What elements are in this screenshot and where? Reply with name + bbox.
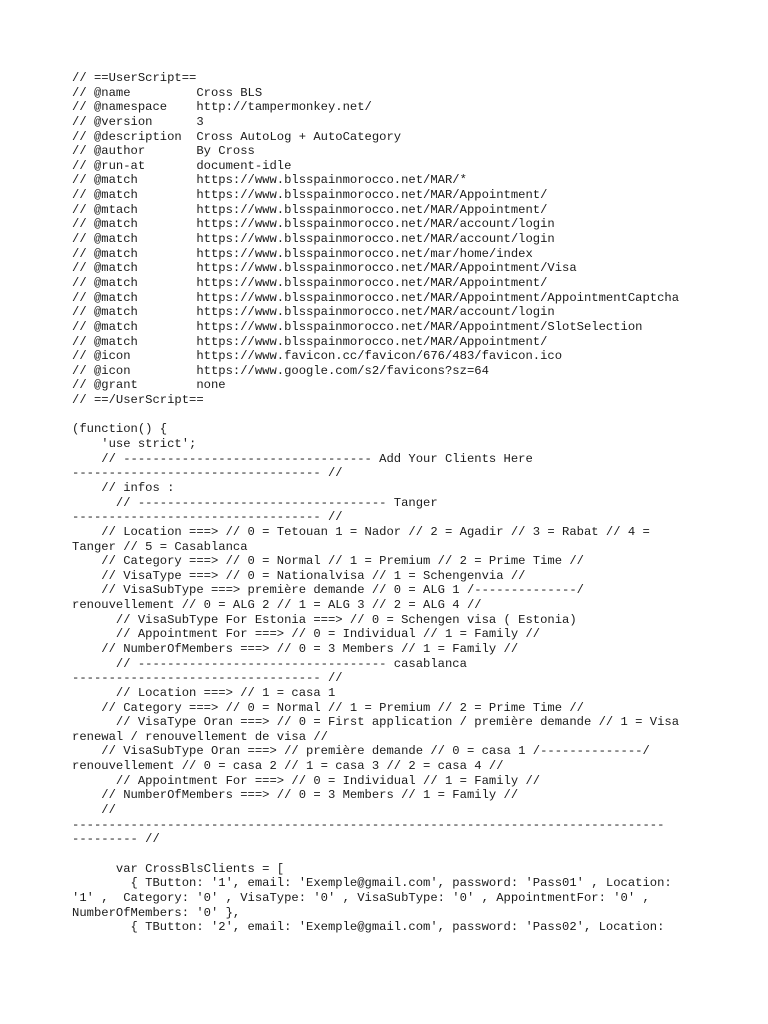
code-line: // @mtach https://www.blsspainmorocco.net/MAR/Appointment/ (72, 202, 548, 217)
code-line: // @match https://www.blsspainmorocco.net/MAR/Appointment/ (72, 188, 548, 203)
code-line: // Location ===> // 0 = Tetouan 1 = Nador // 2 = Agadir // 3 = Rabat // 4 = (72, 524, 650, 539)
code-line: ---------------------------------- // (72, 510, 343, 525)
code-line: // @match https://www.blsspainmorocco.net/MAR/Appointment/SlotSelection (72, 319, 643, 334)
code-line: // @match https://www.blsspainmorocco.net/MAR/account/login (72, 305, 555, 320)
code-line: ---------------------------------- // (72, 671, 343, 686)
code-line: --------------------------------------------------------------------------------- (72, 817, 665, 832)
code-line: // ---------------------------------- Tanger (72, 495, 438, 510)
code-line: // Category ===> // 0 = Normal // 1 = Premium // 2 = Prime Time // (72, 554, 584, 569)
code-line: // @icon https://www.favicon.cc/favicon/676/483/favicon.ico (72, 349, 563, 364)
code-line: renouvellement // 0 = casa 2 // 1 = casa 3 // 2 = casa 4 // (72, 759, 504, 774)
code-line: { TButton: '2', email: 'Exemple@gmail.com', password: 'Pass02', Location: (72, 920, 665, 935)
code-line: renouvellement // 0 = ALG 2 // 1 = ALG 3 // 2 = ALG 4 // (72, 598, 482, 613)
code-line: '1' , Category: '0' , VisaType: '0' , VisaSubType: '0' , AppointmentFor: '0' , (72, 890, 650, 905)
code-line: Tanger // 5 = Casablanca (72, 539, 248, 554)
code-line: // @match https://www.blsspainmorocco.net/MAR/Appointment/Visa (72, 261, 577, 276)
code-line: // @match https://www.blsspainmorocco.net/MAR/Appointment/ (72, 275, 548, 290)
code-line: 'use strict'; (72, 437, 197, 452)
code-line: // Category ===> // 0 = Normal // 1 = Premium // 2 = Prime Time // (72, 700, 584, 715)
code-line: var CrossBlsClients = [ (72, 861, 285, 876)
code-line: // @author By Cross (72, 144, 255, 159)
code-line: // ==/UserScript== (72, 393, 204, 408)
code-line: // @run-at document-idle (72, 158, 292, 173)
code-line: // ==UserScript== (72, 71, 197, 85)
blank-line (72, 847, 712, 862)
code-line: // Location ===> // 1 = casa 1 (72, 685, 336, 700)
code-line: --------- // (72, 832, 160, 847)
code-line: NumberOfMembers: '0' }, (72, 905, 241, 920)
code-line: // Appointment For ===> // 0 = Individual // 1 = Family // (72, 773, 541, 788)
code-line: // @grant none (72, 378, 226, 393)
code-line: // @name Cross BLS (72, 85, 263, 100)
code-line: // VisaType Oran ===> // 0 = First application / première demande // 1 = Visa (72, 715, 680, 730)
code-line: // @version 3 (72, 114, 204, 129)
code-line: // infos : (72, 480, 175, 495)
code-line: // VisaSubType ===> première demande // 0 = ALG 1 /--------------/ (72, 583, 584, 598)
code-line: ---------------------------------- // (72, 466, 343, 481)
code-line: // @match https://www.blsspainmorocco.net/MAR/account/login (72, 232, 555, 247)
code-line: (function() { (72, 422, 168, 437)
document-page (72, 71, 712, 935)
code-line: // @namespace http://tampermonkey.net/ (72, 100, 372, 115)
code-line: // ---------------------------------- Add Your Clients Here (72, 451, 533, 466)
code-line: // NumberOfMembers ===> // 0 = 3 Members // 1 = Family // (72, 788, 519, 803)
code-line: // ---------------------------------- casablanca (72, 656, 467, 671)
code-line: // @match https://www.blsspainmorocco.net/MAR/* (72, 173, 467, 188)
code-line: renewal / renouvellement de visa // (72, 729, 328, 744)
code-line: // @icon https://www.google.com/s2/favicons?sz=64 (72, 363, 489, 378)
code-line: // @match https://www.blsspainmorocco.net/MAR/Appointment/AppointmentCaptcha (72, 290, 680, 305)
blank-line (72, 408, 712, 423)
code-line: // @match https://www.blsspainmorocco.net/MAR/account/login (72, 217, 555, 232)
code-line: // @description Cross AutoLog + AutoCategory (72, 129, 402, 144)
code-line: // @match https://www.blsspainmorocco.net/mar/home/index (72, 246, 533, 261)
code-line: // NumberOfMembers ===> // 0 = 3 Members // 1 = Family // (72, 641, 519, 656)
code-line: { TButton: '1', email: 'Exemple@gmail.com', password: 'Pass01' , Location: (72, 876, 672, 891)
code-line: // VisaSubType For Estonia ===> // 0 = Schengen visa ( Estonia) (72, 612, 577, 627)
code-line: // VisaSubType Oran ===> // première demande // 0 = casa 1 /--------------/ (72, 744, 650, 759)
code-line: // (72, 803, 116, 818)
code-line: // Appointment For ===> // 0 = Individual // 1 = Family // (72, 627, 541, 642)
code-line: // @match https://www.blsspainmorocco.net/MAR/Appointment/ (72, 334, 548, 349)
code-line: // VisaType ===> // 0 = Nationalvisa // 1 = Schengenvia // (72, 568, 526, 583)
